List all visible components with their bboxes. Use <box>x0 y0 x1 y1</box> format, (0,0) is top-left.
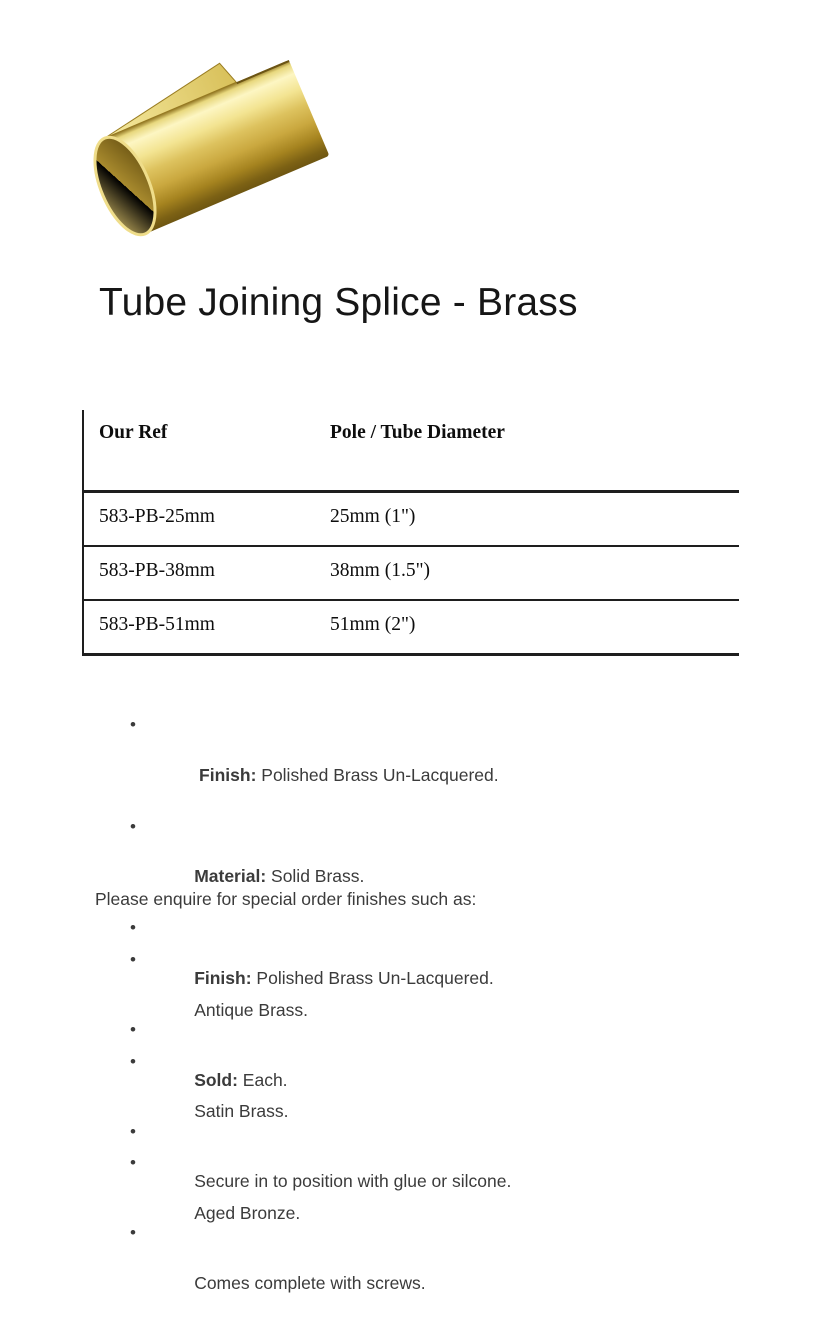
bullet-icon: • <box>130 1223 136 1243</box>
ref-cell: 583-PB-38mm <box>99 560 215 581</box>
bullet-icon: • <box>130 950 136 969</box>
finish-option: Antique Brass. <box>194 999 308 1020</box>
column-header-our-ref: Our Ref <box>99 422 168 443</box>
table-row <box>84 601 739 656</box>
list-item <box>125 1150 545 1252</box>
finish-option: Aged Bronze. <box>194 1203 301 1224</box>
enquiry-note: Please enquire for special order finishes such as: <box>95 889 477 909</box>
spec-table <box>82 410 739 656</box>
feature-text: Comes complete with screws. <box>194 1272 426 1293</box>
special-finishes-list <box>125 947 545 1252</box>
feature-text: Polished Brass Un-Lacquered. <box>251 968 494 989</box>
table-header-row <box>84 410 739 493</box>
bullet-icon: • <box>130 1051 136 1071</box>
list-item <box>125 1049 545 1151</box>
column-header-pole-tube-diameter: Pole / Tube Diameter <box>330 422 505 443</box>
diameter-cell: 38mm (1.5") <box>330 560 431 581</box>
ref-cell: 583-PB-25mm <box>99 506 215 527</box>
brass-splice-illustration <box>85 36 347 246</box>
feature-label: Finish: <box>194 764 257 785</box>
page-title: Tube Joining Splice - Brass <box>99 281 578 324</box>
list-item <box>125 712 745 814</box>
feature-label: Material: <box>194 866 267 887</box>
bullet-icon: • <box>130 918 136 938</box>
finish-option: Satin Brass. <box>194 1101 289 1122</box>
feature-text: Polished Brass Un-Lacquered. <box>256 764 499 785</box>
diameter-cell: 25mm (1") <box>330 506 416 527</box>
bullet-icon: • <box>130 1019 136 1039</box>
ref-cell: 583-PB-51mm <box>99 614 215 635</box>
table-row <box>84 493 739 547</box>
list-item <box>125 947 545 1049</box>
product-image <box>85 36 347 246</box>
bullet-icon: • <box>130 816 136 836</box>
feature-text: Each. <box>237 1069 288 1090</box>
bullet-icon: • <box>130 715 136 734</box>
feature-text: Secure in to position with glue or silcone. <box>194 1171 512 1192</box>
feature-label: Finish: <box>194 968 252 989</box>
bullet-icon: • <box>130 1121 136 1141</box>
diameter-cell: 51mm (2") <box>330 614 416 635</box>
feature-label: Sold: <box>194 1069 238 1090</box>
feature-text: Solid Brass. <box>266 866 365 887</box>
bullet-icon: • <box>130 1153 136 1173</box>
table-row <box>84 547 739 601</box>
